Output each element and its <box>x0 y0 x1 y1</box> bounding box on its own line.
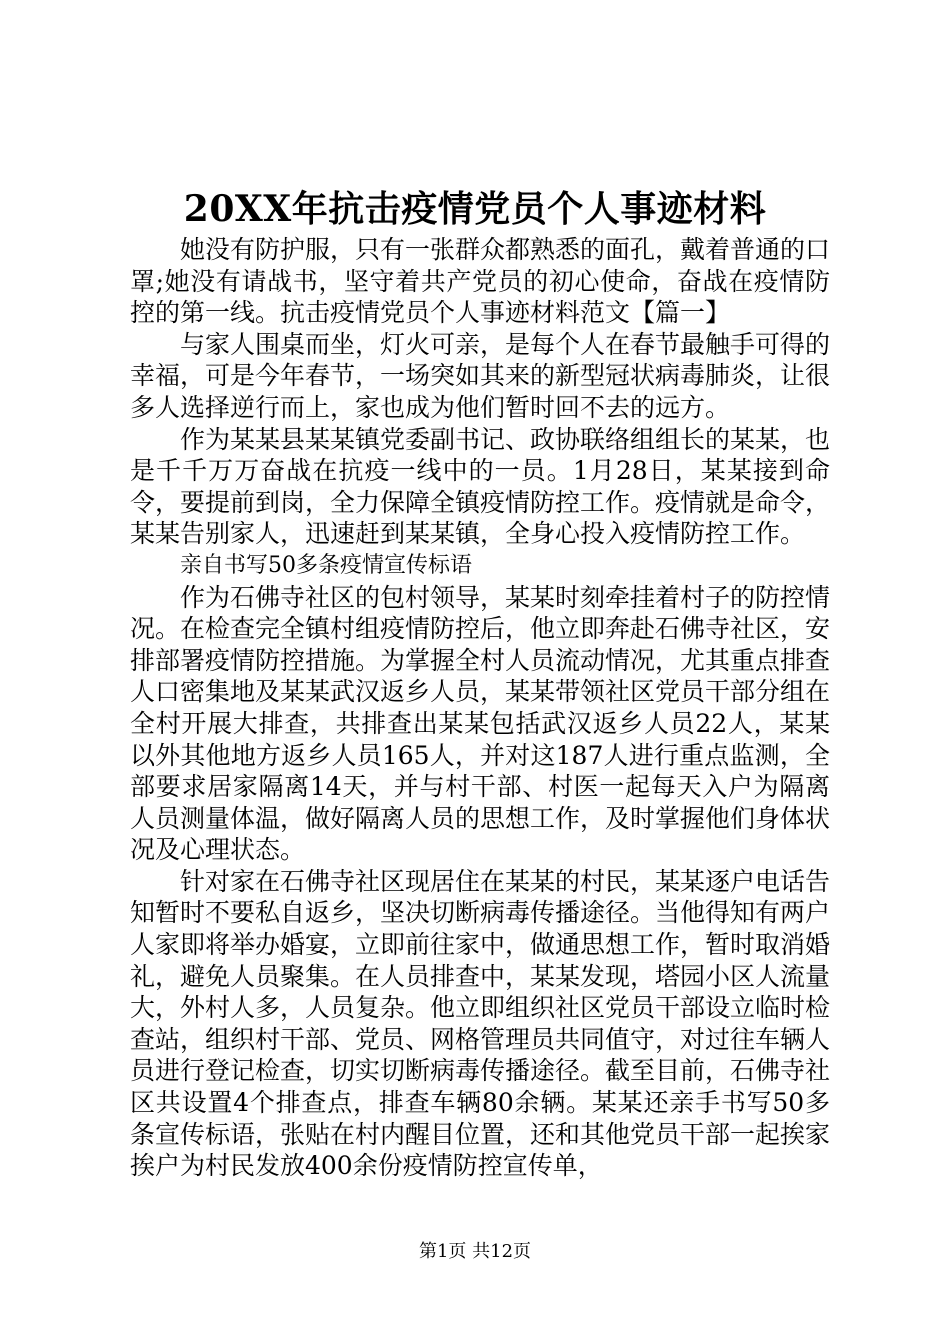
page-number: 第1页 共12页 <box>418 1241 532 1262</box>
paragraph-intro: 她没有防护服，只有一张群众都熟悉的面孔，戴着普通的口罩;她没有请战书，坚守着共产党员的初心使命，奋战在疫情防控的第一线。抗击疫情党员个人事迹材料范文【篇一】 <box>130 235 831 328</box>
paragraph-subheading: 亲自书写50多条疫情宣传标语 <box>180 552 472 578</box>
paragraph-measures: 针对家在石佛寺社区现居住在某某的村民，某某逐户电话告知暂时不要私自返乡，坚决切断病毒传播途径。当他得知有两户人家即将举办婚宴，立即前往家中，做通思想工作，暂时取消婚礼，避免人员聚集。在人员排查中，某某发现，塔园小区人流量大，外村人多，人员复杂。他立即组织社区党员干部设立临时检查站，组织村干部、党员、网格管理员共同值守，对过往车辆人员进行登记检查，切实切断病毒传播途径。截至目前，石佛寺社区共设置4个排查点，排查车辆80余辆。某某还亲手书写50多条宣传标语，张贴在村内醒目位置，还和其他党员干部一起挨家挨户为村民发放400余份疫情防控宣传单， <box>130 866 831 1181</box>
paragraph-family: 与家人围桌而坐，灯火可亲，是每个人在春节最触手可得的幸福，可是今年春节，一场突如其来的新型冠状病毒肺炎，让很多人选择逆行而上，家也成为他们暂时回不去的远方。 <box>130 329 831 422</box>
document-body <box>130 234 830 1182</box>
document-title: 20XX年抗击疫情党员个人事迹材料 <box>183 188 767 230</box>
paragraph-role: 作为某某县某某镇党委副书记、政协联络组组长的某某，也是千千万万奋战在抗疫一线中的一员。1月28日，某某接到命令，要提前到岗，全力保障全镇疫情防控工作。疫情就是命令，某某告别家人，迅速赶到某某镇，全身心投入疫情防控工作。 <box>130 424 831 549</box>
paragraph-investigation: 作为石佛寺社区的包村领导，某某时刻牵挂着村子的防控情况。在检查完全镇村组疫情防控后，他立即奔赴石佛寺社区，安排部署疫情防控措施。为掌握全村人员流动情况，尤其重点排查人口密集地及某某武汉返乡人员，某某带领社区党员干部分组在全村开展大排查，共排查出某某包括武汉返乡人员22人，某某以外其他地方返乡人员165人，并对这187人进行重点监测，全部要求居家隔离14天，并与村干部、村医一起每天入户为隔离人员测量体温，做好隔离人员的思想工作，及时掌握他们身体状况及心理状态。 <box>130 582 831 865</box>
